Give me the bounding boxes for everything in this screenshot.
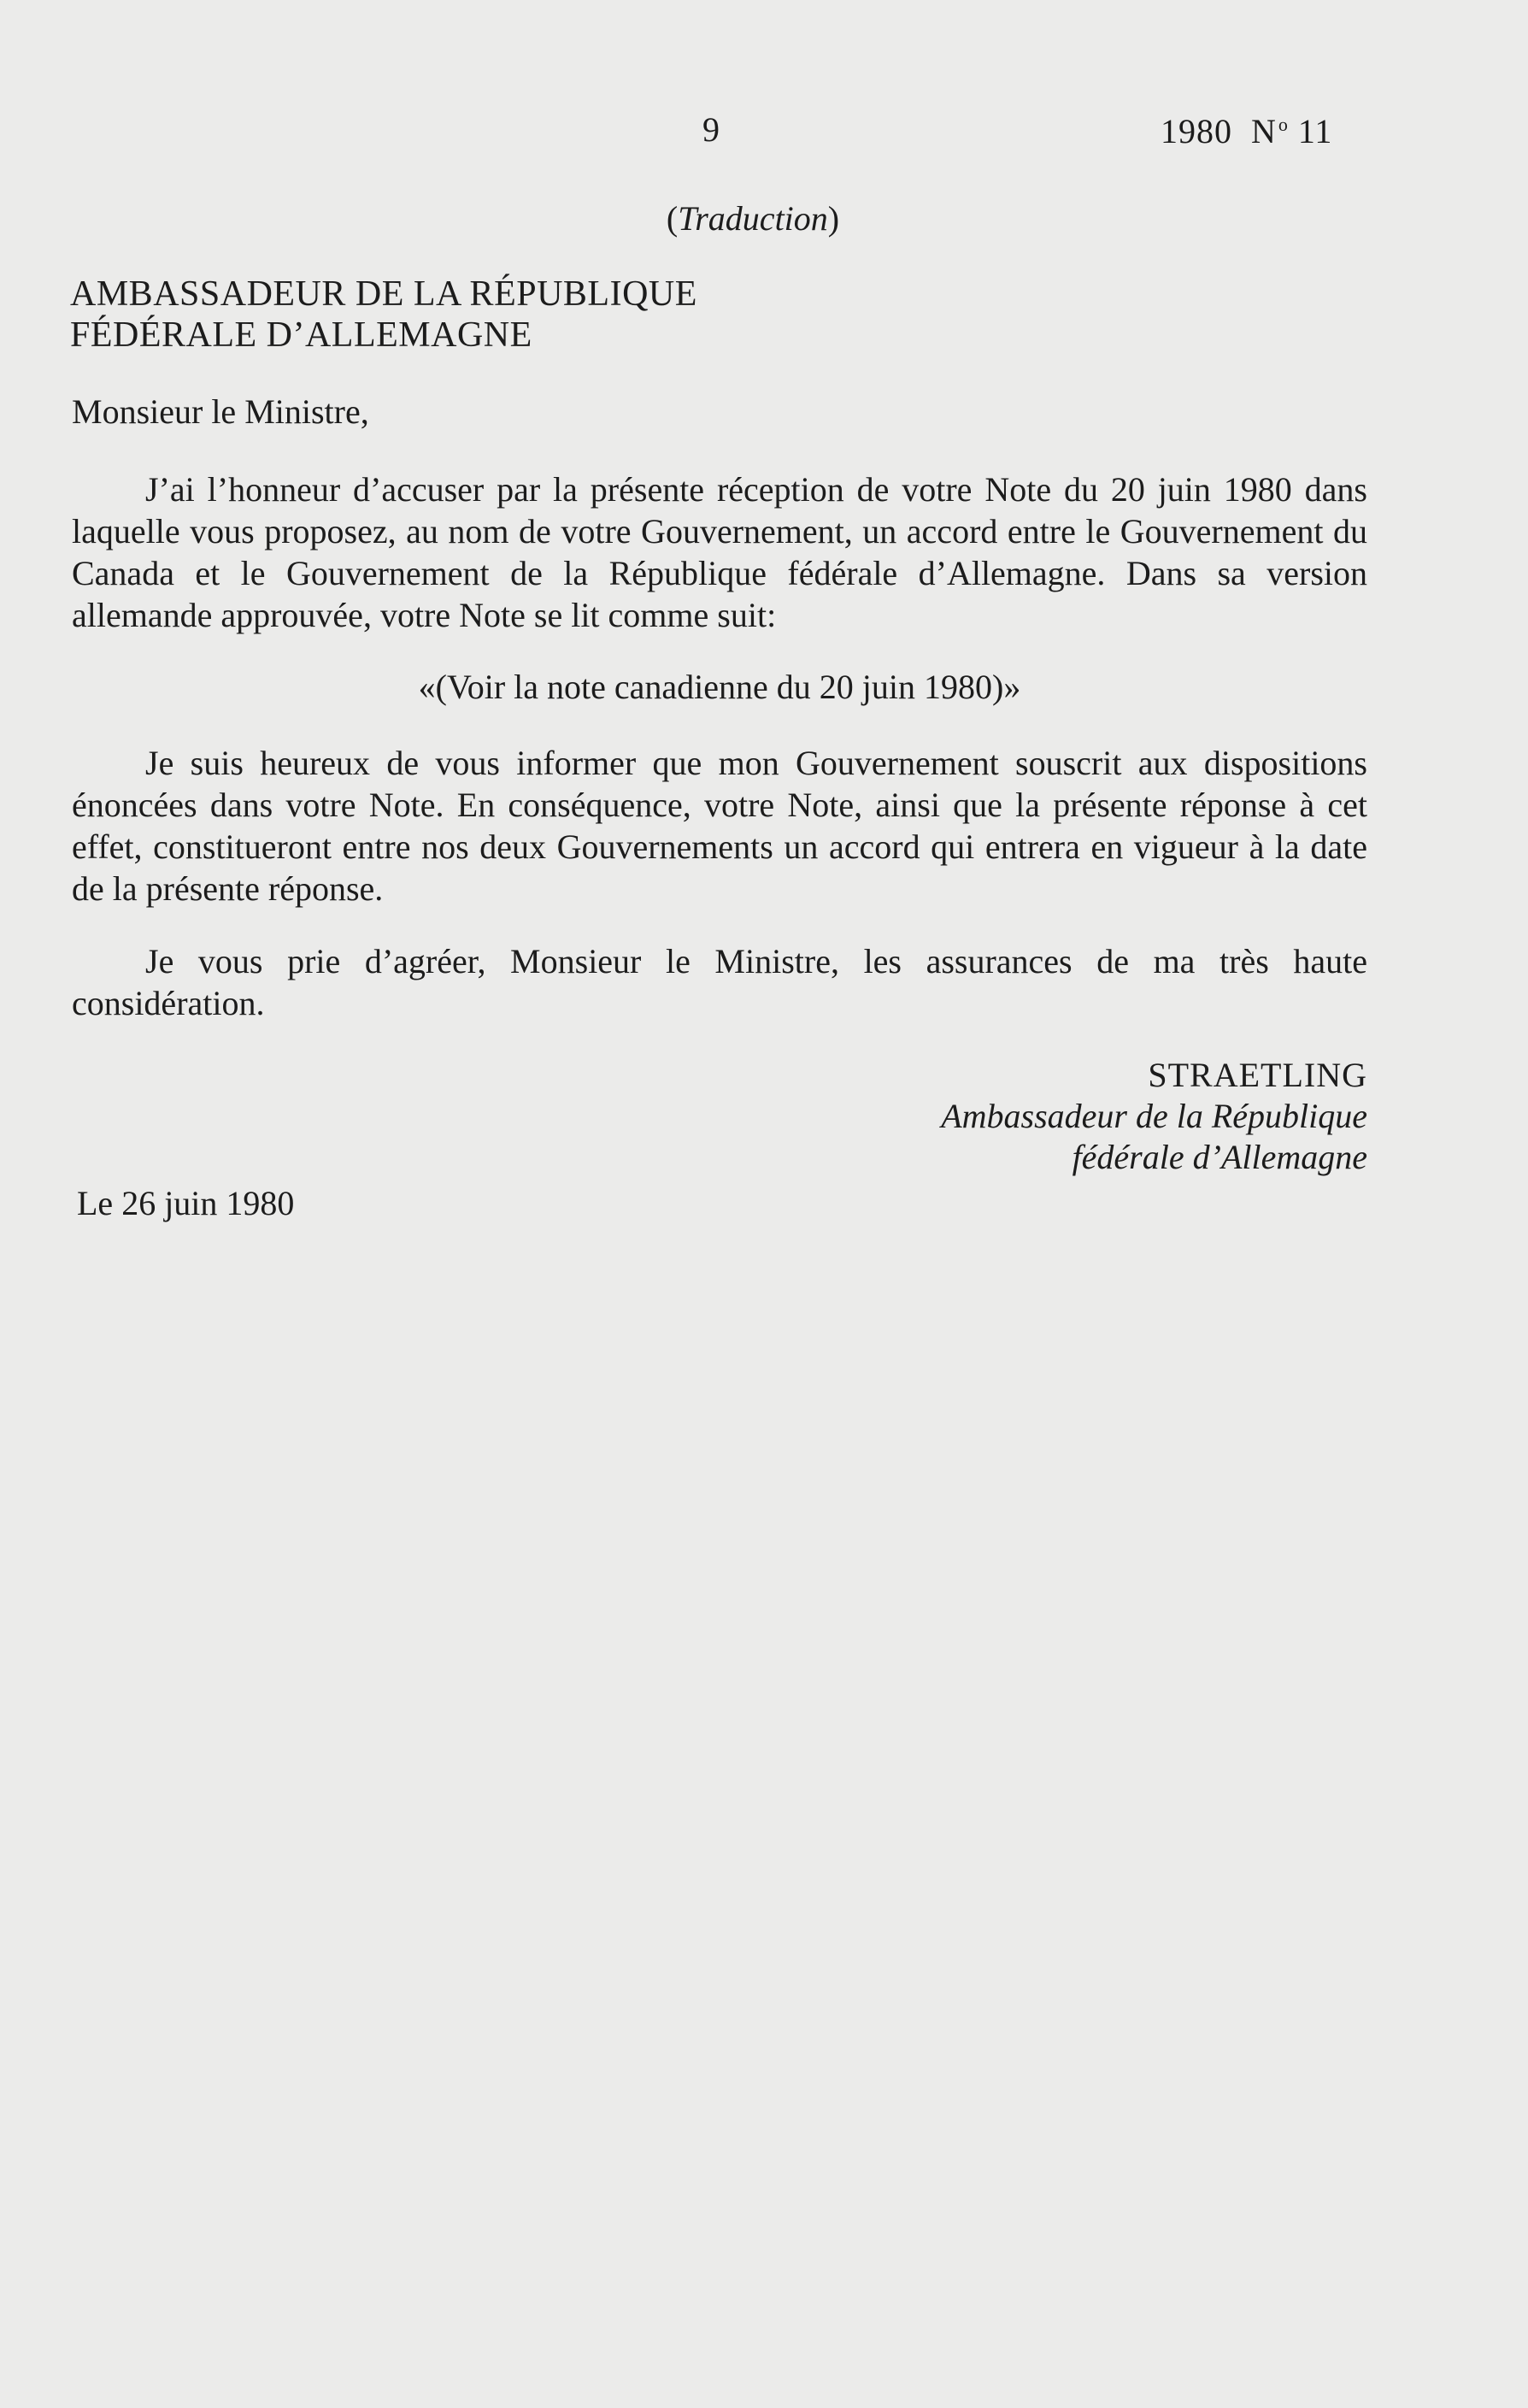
letter-date: Le 26 juin 1980: [77, 1184, 295, 1222]
translation-close-paren: ): [827, 199, 840, 238]
translation-open-paren: (: [666, 199, 679, 238]
reference-year: 1980: [1161, 112, 1232, 150]
paragraph-acknowledgement: J’ai l’honneur d’accuser par la présente réception de votre Note du 20 juin 1980 dans laquelle vous proposez, au nom de votre Gouvernement, un accord entre le Gouvernement du Canada et le Gouvernement de la République fédérale d’Allemagne. Dans sa version allemande approuvée, votre Note se lit comme suit:: [72, 470, 1367, 634]
letter-body: [72, 392, 1367, 1178]
page-number: 9: [702, 110, 720, 149]
document-reference: [1161, 104, 1332, 152]
number-sign-superscript: o: [1278, 114, 1289, 135]
signatory-title-line-1: Ambassadeur de la République: [941, 1097, 1367, 1135]
signatory-title-line-2: fédérale d’Allemagne: [1072, 1138, 1367, 1176]
translation-label: Traduction: [678, 199, 828, 238]
signature-block: [72, 1055, 1367, 1178]
translation-note: [0, 198, 1436, 239]
quoted-note-reference: «(Voir la note canadienne du 20 juin 1980)»: [418, 668, 1021, 706]
sender-line-2: FÉDÉRALE D’ALLEMAGNE: [70, 315, 532, 355]
paragraph-closing: Je vous prie d’agréer, Monsieur le Ministre, les assurances de ma très haute considération.: [72, 942, 1367, 1022]
sender-line-1: AMBASSADEUR DE LA RÉPUBLIQUE: [70, 274, 697, 314]
number-sign-letter: N: [1251, 112, 1277, 150]
salutation: Monsieur le Ministre,: [72, 392, 369, 431]
signatory-name: STRAETLING: [1148, 1056, 1367, 1094]
sender-block: [70, 274, 697, 356]
reference-number: 11: [1297, 112, 1333, 150]
paragraph-agreement: Je suis heureux de vous informer que mon Gouvernement souscrit aux dispositions énoncées dans votre Note. En conséquence, votre Note, ainsi que la présente réponse à cet effet, constitueront entre nos deux Gouvernements un accord qui entrera en vigueur à la date de la présente réponse.: [72, 744, 1367, 908]
number-sign: [1251, 112, 1289, 150]
